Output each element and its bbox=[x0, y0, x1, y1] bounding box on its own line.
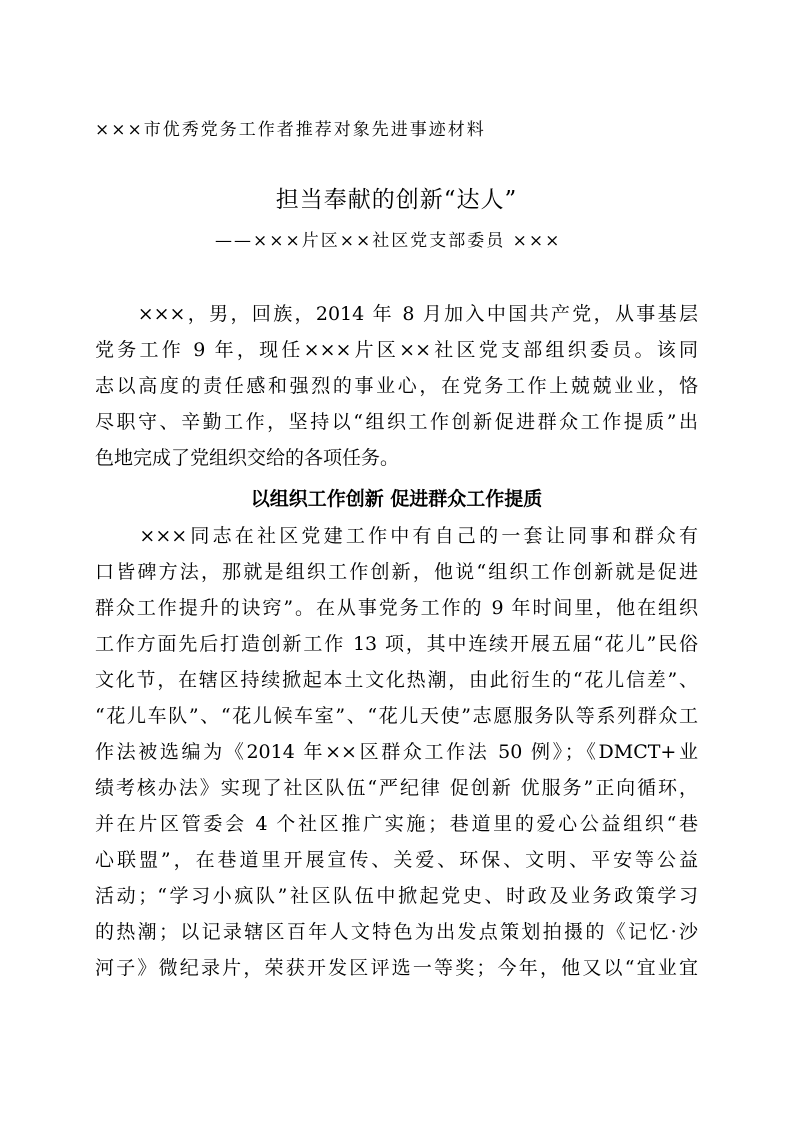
section-heading: 以组织工作创新 促进群众工作提质 bbox=[250, 488, 543, 510]
document-header: ×××市优秀党务工作者推荐对象先进事迹材料 bbox=[95, 120, 486, 140]
text-line: 文化节，在辖区持续掀起本土文化热潮，由此衍生的“花儿信差”、 bbox=[95, 669, 698, 691]
text-line: “花儿车队”、“花儿候车室”、“花儿天使”志愿服务队等系列群众工 bbox=[95, 705, 698, 727]
text-line: 河子》微纪录片，荣获开发区评选一等奖；今年，他又以“宜业宜 bbox=[95, 957, 698, 979]
paragraph-innovation bbox=[95, 518, 698, 986]
text-line: 活动；“学习小疯队”社区队伍中掀起党史、时政及业务政策学习 bbox=[95, 885, 698, 907]
text-line: 尽职守、辛勤工作，坚持以“组织工作创新促进群众工作提质”出 bbox=[95, 411, 698, 433]
text-line: 的热潮；以记录辖区百年人文特色为出发点策划拍摄的《记忆·沙 bbox=[95, 921, 698, 943]
text-line: 作法被选编为《2014 年××区群众工作法 50 例》；《DMCT+业 bbox=[95, 741, 698, 763]
text-line: ×××，男，回族，2014 年 8 月加入中国共产党，从事基层 bbox=[95, 303, 698, 325]
text-line: 心联盟”，在巷道里开展宣传、关爱、环保、文明、平安等公益 bbox=[95, 849, 698, 871]
text-line: 党务工作 9 年，现任×××片区××社区党支部组织委员。该同 bbox=[95, 339, 698, 361]
text-line: 绩考核办法》实现了社区队伍“严纪律 促创新 优服务”正向循环， bbox=[95, 777, 698, 799]
text-line: 并在片区管委会 4 个社区推广实施；巷道里的爱心公益组织“巷 bbox=[95, 813, 698, 835]
text-line: 工作方面先后打造创新工作 13 项，其中连续开展五届“花儿”民俗 bbox=[95, 633, 698, 655]
document-title: 担当奉献的创新“达人” bbox=[275, 187, 518, 213]
text-line: 志以高度的责任感和强烈的事业心，在党务工作上兢兢业业，恪 bbox=[95, 375, 698, 397]
text-line: 群众工作提升的诀窍”。在从事党务工作的 9 年时间里，他在组织 bbox=[95, 597, 698, 619]
text-line: 口皆碑方法，那就是组织工作创新，他说“组织工作创新就是促进 bbox=[95, 561, 698, 583]
paragraph-intro bbox=[95, 296, 698, 476]
document-subtitle: ——×××片区××社区党支部委员 ××× bbox=[215, 231, 562, 251]
text-line: ×××同志在社区党建工作中有自己的一套让同事和群众有 bbox=[95, 525, 698, 547]
text-line: 色地完成了党组织交给的各项任务。 bbox=[95, 447, 400, 469]
